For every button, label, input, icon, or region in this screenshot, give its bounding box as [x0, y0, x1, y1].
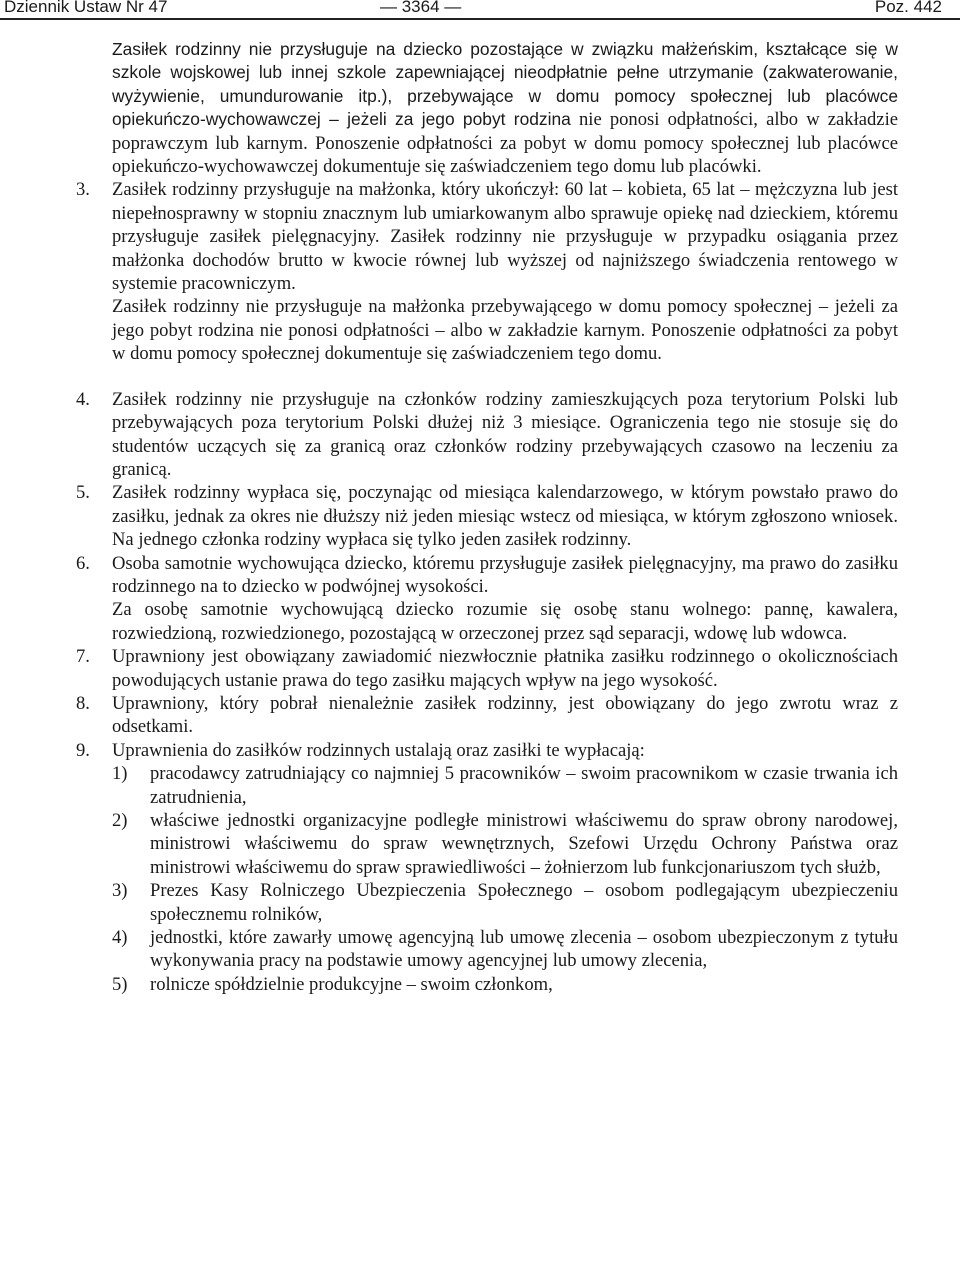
- sub-item-text: jednostki, które zawarły umowę agencyjną lub umowę zlecenia – osobom ubezpieczonym z tytułu wykonywania pracy na podstawie umowy agencyjnej lub umowy zlecenia,: [150, 927, 898, 972]
- item-number: 5.: [76, 482, 90, 504]
- item-paragraph: Za osobę samotnie wychowującą dziecko rozumie się osobę stanu wolnego: pannę, kawalera, rozwiedzioną, rozwiedzionego, pozostającą w orzeczonej przez sąd separacji, wdowę lub wdowca.: [112, 599, 898, 644]
- sub-item-1: [112, 762, 898, 809]
- sub-item-3: [112, 879, 898, 926]
- sub-item-text: Prezes Kasy Rolniczego Ubezpieczenia Społecznego – osobom podlegającym ubezpieczeniu społecznemu rolników,: [150, 880, 898, 925]
- item-6: [76, 552, 898, 646]
- item-number: 8.: [76, 692, 90, 714]
- sub-item-text: rolnicze spółdzielnie produkcyjne – swoim członkom,: [150, 973, 553, 995]
- item-4: [76, 388, 898, 482]
- item-number: 6.: [76, 552, 90, 574]
- intro-text-part1: Zasiłek rodzinny nie przysługuje na dziecko pozostające w związku małżeńskim, kształcące się w szkole wojskowej lub innej szkole zapewniającej nieodpłatnie pełne utrzymanie (zakwaterowanie, wyżywienie, umundurowanie itp.), przebywające w domu pomocy społecznej lub placówce opiekuńczo-wychowawczej – jeżeli za jego pobyt rodzina: [112, 39, 898, 130]
- sub-item-number: 5): [112, 973, 128, 995]
- page-number: — 3364 —: [380, 0, 462, 16]
- sub-item-2: [112, 809, 898, 879]
- item-paragraph: Zasiłek rodzinny nie przysługuje na małżonka przebywającego w domu pomocy społecznej – jeżeli za jego pobyt rodzina nie ponosi odpłatności – albo w zakładzie karnym. Ponoszenie odpłatności za pobyt w domu pomocy społecznej dokumentuje się zaświadczeniem tego domu.: [112, 296, 898, 365]
- item-paragraph: Uprawniony, który pobrał nienależnie zasiłek rodzinny, jest obowiązany do jego zwrotu wraz z odsetkami.: [112, 692, 898, 738]
- sub-item-text: pracodawcy zatrudniający co najmniej 5 pracowników – swoim pracownikom w czasie trwania ich zatrudnienia,: [150, 763, 898, 808]
- sub-item-5: [112, 973, 898, 996]
- sub-item-number: 3): [112, 880, 128, 902]
- spacer: [112, 366, 898, 388]
- item-paragraph: Osoba samotnie wychowująca dziecko, któremu przysługuje zasiłek pielęgnacyjny, ma prawo do zasiłku rodzinnego na to dziecko w podwójnej wysokości.: [112, 552, 898, 597]
- sub-item-text: właściwe jednostki organizacyjne podległe ministrowi właściwemu do spraw obrony narodowej, ministrowi właściwemu do spraw wewnętrznych, Szefowi Urzędu Ochrony Państwa oraz ministrowi właściwemu do spraw sprawiedliwości – żołnierzom lub funkcjonariuszom tych służb,: [150, 810, 898, 878]
- position-number: Poz. 442: [874, 0, 942, 16]
- document-body: [76, 38, 898, 996]
- item-number: 9.: [76, 739, 90, 761]
- header-rule: [0, 18, 960, 20]
- sub-item-number: 4): [112, 927, 128, 949]
- item-paragraph: Zasiłek rodzinny nie przysługuje na członków rodziny zamieszkujących poza terytorium Polski lub przebywających poza terytorium Polski dłużej niż 3 miesiące. Ograniczenia tego nie stosuje się do studentów uczących się za granicą oraz członków rodziny przebywających czasowo na leczeniu za granicą.: [112, 388, 898, 480]
- sub-item-4: [112, 926, 898, 973]
- item-8: [76, 692, 898, 739]
- journal-title: Dziennik Ustaw Nr 47: [4, 0, 168, 16]
- sub-item-number: 1): [112, 763, 128, 785]
- item-number: 7.: [76, 646, 90, 668]
- intro-text-part2: nie ponosi odpłatności, albo w zakładzie poprawczym lub karnym. Ponoszenie odpłatności za pobyt w domu pomocy społecznej lub placówce opiekuńczo-wychowawczej dokumentuje się zaświadczeniem tego domu lub placówki.: [112, 109, 898, 178]
- sub-item-number: 2): [112, 810, 128, 831]
- item-paragraph: Zasiłek rodzinny przysługuje na małżonka, który ukończył: 60 lat – kobieta, 65 lat – mężczyzna lub jest niepełnosprawny w stopniu znacznym lub umiarkowanym albo sprawuje opiekę nad dzieckiem, któremu przysługuje zasiłek pielęgnacyjny. Zasiłek rodzinny nie przysługuje w przypadku osiągania przez małżonka dochodów brutto w kwocie równej lub wyższej od najniższego świadczenia rentowego w systemie pracowniczym.: [112, 179, 898, 295]
- item-number: 4.: [76, 388, 90, 410]
- intro-paragraph: [112, 38, 898, 178]
- item-7: [76, 645, 898, 692]
- item-paragraph: Uprawnienia do zasiłków rodzinnych ustalają oraz zasiłki te wypłacają:: [112, 739, 645, 761]
- item-number: 3.: [76, 179, 90, 201]
- item-5: [76, 481, 898, 551]
- item-3: [76, 178, 898, 365]
- page-header: [0, 0, 960, 20]
- item-paragraph: Uprawniony jest obowiązany zawiadomić niezwłocznie płatnika zasiłku rodzinnego o okolicznościach powodujących ustanie prawa do tego zasiłku mających wpływ na jego wysokość.: [112, 646, 898, 691]
- item-paragraph: Zasiłek rodzinny wypłaca się, poczynając od miesiąca kalendarzowego, w którym powstało prawo do zasiłku, jednak za okres nie dłuższy niż jeden miesiąc wstecz od miesiąca, w którym zgłoszono wniosek. Na jednego członka rodziny wypłaca się tylko jeden zasiłek rodzinny.: [112, 482, 898, 551]
- item-9: [76, 739, 898, 996]
